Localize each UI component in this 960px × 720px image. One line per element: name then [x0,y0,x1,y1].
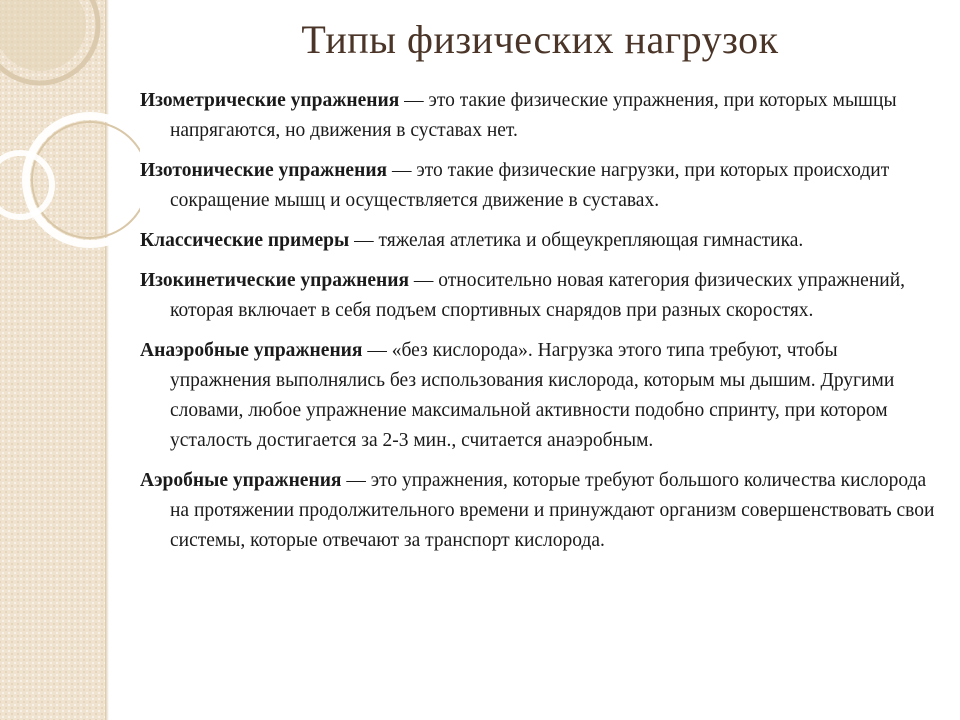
term-isotonic: Изотонические упражнения [140,160,388,181]
definition-classic-examples: — тяжелая атлетика и общеукрепляющая гимнастика. [349,230,804,251]
definition-isometric: — это такие физические упражнения, при которых мышцы напрягаются, но движения в суставах нет. [170,90,897,141]
term-isokinetic: Изокинетические упражнения [140,270,409,291]
term-anaerobic: Анаэробные упражнения [140,340,363,361]
term-aerobic: Аэробные упражнения [140,470,342,491]
definition-anaerobic: — «без кислорода». Нагрузка этого типа требуют, чтобы упражнения выполнялись без использования кислорода, которым мы дышим. Другими словами, любое упражнение максимальной активности подобно спринту, при котором усталость достигается за 2-3 мин., считается анаэробным. [170,340,895,451]
slide-body [140,86,940,566]
paragraph-isokinetic [140,266,940,326]
ring-middle-outer [26,116,140,244]
definition-aerobic: — это упражнения, которые требуют большого количества кислорода на протяжении продолжительного времени и принуждают организм совершенствовать свои системы, которые отвечают за транспорт кислорода. [170,470,935,551]
paragraph-classic-examples [140,226,940,256]
decorative-rings [0,0,140,300]
slide-title: Типы физических нагрузок [301,17,779,62]
definition-isokinetic: — относительно новая категория физических упражнений, которая включает в себя подъем спортивных снарядов при разных скоростях. [170,270,906,321]
paragraph-isometric [140,86,940,146]
term-isometric: Изометрические упражнения [140,90,400,111]
ring-middle-inner [32,122,140,238]
paragraph-isotonic [140,156,940,216]
term-classic-examples: Классические примеры [140,230,350,251]
ring-top-fill [0,0,86,71]
paragraph-aerobic [140,466,940,556]
paragraph-anaerobic [140,336,940,456]
definition-isotonic: — это такие физические нагрузки, при которых происходит сокращение мышц и осуществляется движение в суставах. [170,160,890,211]
